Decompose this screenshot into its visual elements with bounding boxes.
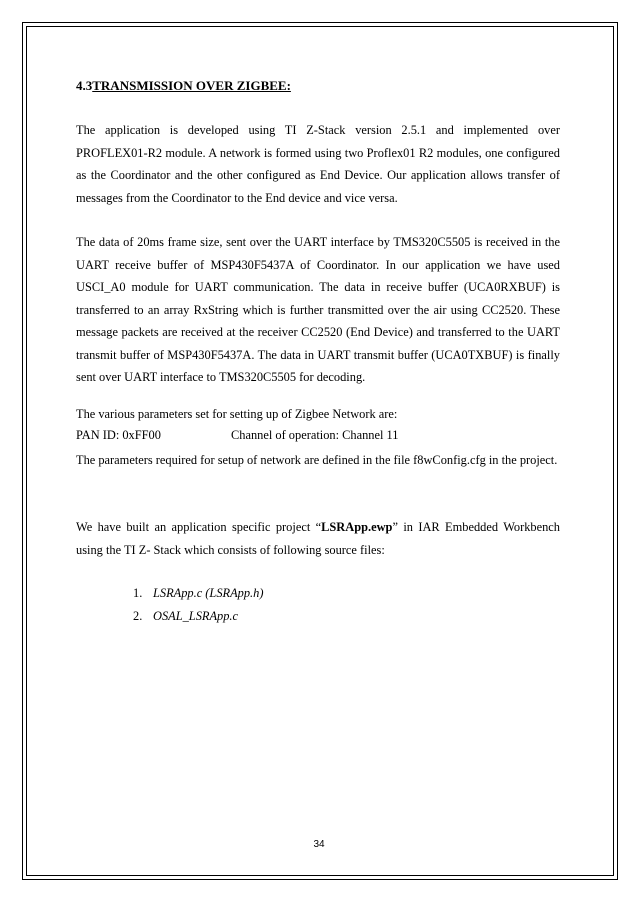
paragraph-project	[76, 516, 560, 561]
list-item-text: LSRApp.c (LSRApp.h)	[153, 586, 264, 600]
section-number: 4.3	[76, 78, 93, 93]
project-text-after: ” in IAR Embedded Workbench using the TI Z- Stack which consists of following source files:	[76, 520, 561, 557]
pan-id: PAN ID: 0xFF00	[76, 428, 161, 442]
section-heading	[76, 78, 291, 94]
paragraph-data-flow: The data of 20ms frame size, sent over the UART interface by TMS320C5505 is received in the UART receive buffer of MSP430F5437A of Coordinator. In our application we have used USCI_A0 module for UART communication. The data in receive buffer (UCA0RXBUF) is transferred to an array RxString which is further transmitted over the air using CC2520. These message packets are received at the receiver CC2520 (End Device) and transferred to the UART transmit buffer of MSP430F5437A. The data in UART transmit buffer (UCA0TXBUF) is finally sent over UART interface to TMS320C5505 for decoding.	[76, 235, 560, 384]
list-item	[133, 586, 263, 601]
project-text-before: We have built an application specific project “	[76, 520, 322, 534]
list-item-number: 2.	[133, 609, 143, 623]
project-name: LSRApp.ewp	[321, 520, 393, 534]
list-item-text: OSAL_LSRApp.c	[153, 609, 239, 623]
list-item	[133, 609, 238, 624]
parameters-intro: The various parameters set for setting up of Zigbee Network are:	[76, 407, 398, 421]
paragraph-config: The parameters required for setup of network are defined in the file f8wConfig.cfg in the project.	[76, 453, 558, 467]
section-title: TRANSMISSION OVER ZIGBEE:	[92, 78, 291, 93]
page-number: 34	[313, 839, 325, 850]
channel: Channel of operation: Channel 11	[231, 428, 399, 442]
pan-id-line	[76, 428, 398, 443]
paragraph-intro: The application is developed using TI Z-Stack version 2.5.1 and implemented over PROFLEX01-R2 module. A network is formed using two Proflex01 R2 modules, one configured as the Coordinator and the other configured as End Device. Our application allows transfer of messages from the Coordinator to the End device and vice versa.	[76, 123, 560, 205]
list-item-number: 1.	[133, 586, 143, 600]
